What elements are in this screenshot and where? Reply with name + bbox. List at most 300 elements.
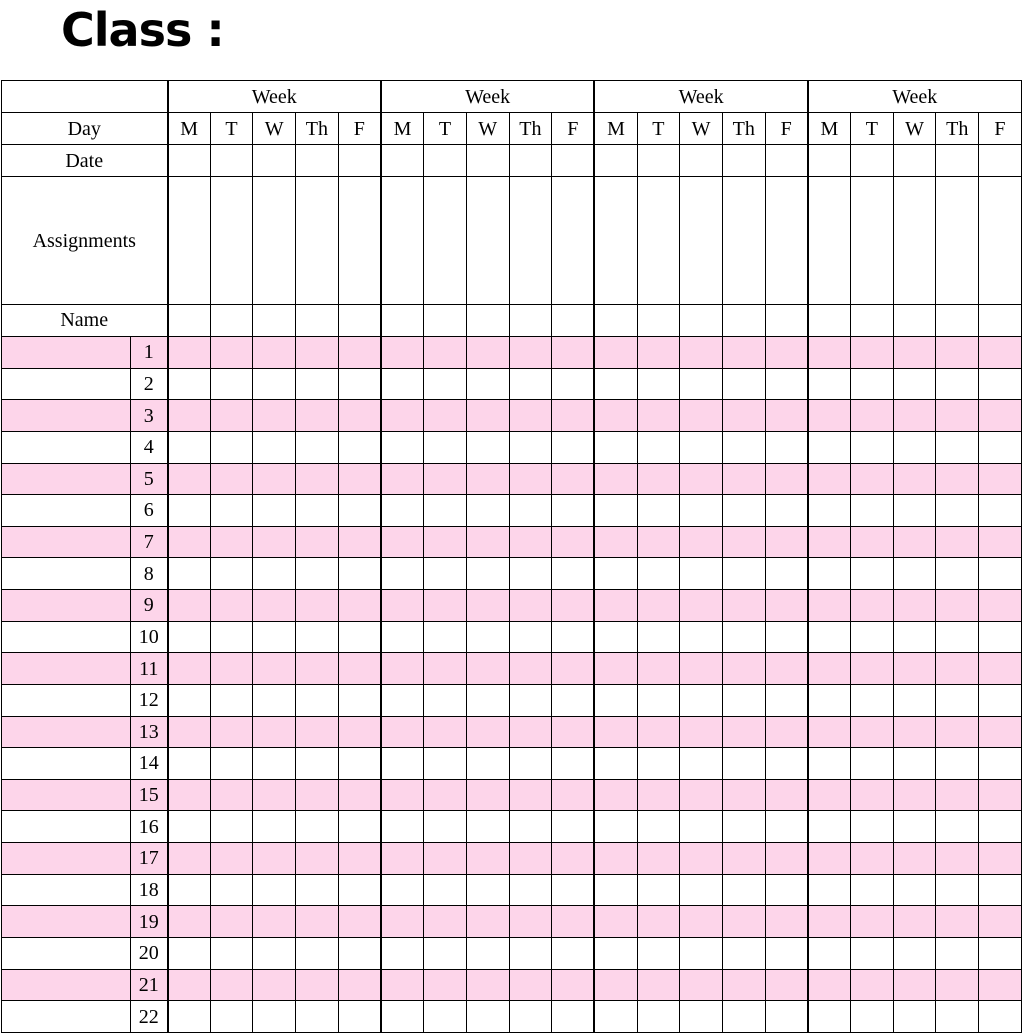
grade-cell-s18-w3-f[interactable] (765, 874, 808, 906)
grade-cell-s19-w4-t[interactable] (851, 906, 894, 938)
name-header-cell-w2-th[interactable] (509, 304, 552, 336)
grade-cell-s15-w2-m[interactable] (381, 779, 424, 811)
grade-cell-s17-w2-th[interactable] (509, 843, 552, 875)
grade-cell-s5-w3-th[interactable] (722, 463, 765, 495)
grade-cell-s5-w2-m[interactable] (381, 463, 424, 495)
grade-cell-s8-w2-th[interactable] (509, 558, 552, 590)
student-name-cell[interactable] (2, 684, 131, 716)
grade-cell-s5-w4-f[interactable] (979, 463, 1022, 495)
grade-cell-s21-w1-m[interactable] (168, 969, 211, 1001)
grade-cell-s7-w2-m[interactable] (381, 526, 424, 558)
grade-cell-s20-w3-w[interactable] (680, 937, 723, 969)
grade-cell-s10-w4-f[interactable] (979, 621, 1022, 653)
grade-cell-s11-w2-m[interactable] (381, 653, 424, 685)
grade-cell-s15-w3-w[interactable] (680, 779, 723, 811)
grade-cell-s16-w4-w[interactable] (893, 811, 936, 843)
grade-cell-s3-w2-m[interactable] (381, 400, 424, 432)
grade-cell-s10-w3-th[interactable] (722, 621, 765, 653)
grade-cell-s19-w3-t[interactable] (637, 906, 680, 938)
grade-cell-s16-w3-t[interactable] (637, 811, 680, 843)
assignment-cell-w2-t[interactable] (424, 177, 467, 305)
grade-cell-s11-w4-w[interactable] (893, 653, 936, 685)
assignment-cell-w3-th[interactable] (722, 177, 765, 305)
grade-cell-s4-w4-w[interactable] (893, 431, 936, 463)
grade-cell-s18-w2-f[interactable] (552, 874, 595, 906)
grade-cell-s17-w3-t[interactable] (637, 843, 680, 875)
grade-cell-s17-w4-t[interactable] (851, 843, 894, 875)
grade-cell-s12-w1-th[interactable] (296, 684, 339, 716)
grade-cell-s17-w1-m[interactable] (168, 843, 211, 875)
assignment-cell-w2-w[interactable] (466, 177, 509, 305)
grade-cell-s13-w2-th[interactable] (509, 716, 552, 748)
name-header-cell-w4-w[interactable] (893, 304, 936, 336)
grade-cell-s7-w4-t[interactable] (851, 526, 894, 558)
date-cell-w3-f[interactable] (765, 145, 808, 177)
name-header-cell-w3-m[interactable] (594, 304, 637, 336)
grade-cell-s4-w4-f[interactable] (979, 431, 1022, 463)
grade-cell-s3-w4-w[interactable] (893, 400, 936, 432)
grade-cell-s8-w4-t[interactable] (851, 558, 894, 590)
grade-cell-s4-w3-th[interactable] (722, 431, 765, 463)
grade-cell-s18-w4-t[interactable] (851, 874, 894, 906)
grade-cell-s15-w3-m[interactable] (594, 779, 637, 811)
grade-cell-s5-w1-f[interactable] (338, 463, 381, 495)
grade-cell-s7-w2-t[interactable] (424, 526, 467, 558)
grade-cell-s9-w2-th[interactable] (509, 590, 552, 622)
grade-cell-s4-w1-f[interactable] (338, 431, 381, 463)
grade-cell-s20-w1-t[interactable] (210, 937, 253, 969)
grade-cell-s14-w4-t[interactable] (851, 748, 894, 780)
grade-cell-s15-w1-w[interactable] (253, 779, 296, 811)
grade-cell-s16-w1-t[interactable] (210, 811, 253, 843)
date-cell-w4-f[interactable] (979, 145, 1022, 177)
grade-cell-s11-w1-th[interactable] (296, 653, 339, 685)
grade-cell-s7-w2-th[interactable] (509, 526, 552, 558)
grade-cell-s22-w4-w[interactable] (893, 1001, 936, 1033)
grade-cell-s12-w4-w[interactable] (893, 684, 936, 716)
grade-cell-s20-w3-f[interactable] (765, 937, 808, 969)
grade-cell-s3-w1-f[interactable] (338, 400, 381, 432)
grade-cell-s18-w4-w[interactable] (893, 874, 936, 906)
student-name-cell[interactable] (2, 843, 131, 875)
grade-cell-s2-w2-w[interactable] (466, 368, 509, 400)
grade-cell-s10-w4-t[interactable] (851, 621, 894, 653)
grade-cell-s17-w3-th[interactable] (722, 843, 765, 875)
grade-cell-s21-w2-w[interactable] (466, 969, 509, 1001)
grade-cell-s3-w3-w[interactable] (680, 400, 723, 432)
grade-cell-s5-w1-m[interactable] (168, 463, 211, 495)
grade-cell-s7-w3-th[interactable] (722, 526, 765, 558)
grade-cell-s8-w3-m[interactable] (594, 558, 637, 590)
grade-cell-s4-w2-m[interactable] (381, 431, 424, 463)
grade-cell-s13-w1-f[interactable] (338, 716, 381, 748)
grade-cell-s1-w4-m[interactable] (808, 337, 851, 369)
grade-cell-s10-w3-f[interactable] (765, 621, 808, 653)
grade-cell-s21-w2-th[interactable] (509, 969, 552, 1001)
grade-cell-s21-w4-w[interactable] (893, 969, 936, 1001)
date-cell-w4-w[interactable] (893, 145, 936, 177)
grade-cell-s5-w3-w[interactable] (680, 463, 723, 495)
grade-cell-s17-w2-w[interactable] (466, 843, 509, 875)
grade-cell-s10-w2-th[interactable] (509, 621, 552, 653)
grade-cell-s4-w4-m[interactable] (808, 431, 851, 463)
grade-cell-s4-w3-f[interactable] (765, 431, 808, 463)
assignment-cell-w1-t[interactable] (210, 177, 253, 305)
grade-cell-s19-w4-th[interactable] (936, 906, 979, 938)
grade-cell-s3-w1-t[interactable] (210, 400, 253, 432)
name-header-cell-w3-w[interactable] (680, 304, 723, 336)
grade-cell-s18-w1-th[interactable] (296, 874, 339, 906)
grade-cell-s22-w3-f[interactable] (765, 1001, 808, 1033)
grade-cell-s1-w3-m[interactable] (594, 337, 637, 369)
grade-cell-s20-w1-f[interactable] (338, 937, 381, 969)
grade-cell-s8-w3-t[interactable] (637, 558, 680, 590)
grade-cell-s11-w2-th[interactable] (509, 653, 552, 685)
grade-cell-s16-w3-th[interactable] (722, 811, 765, 843)
grade-cell-s4-w1-w[interactable] (253, 431, 296, 463)
grade-cell-s5-w4-w[interactable] (893, 463, 936, 495)
grade-cell-s15-w1-t[interactable] (210, 779, 253, 811)
grade-cell-s16-w2-t[interactable] (424, 811, 467, 843)
student-name-cell[interactable] (2, 463, 131, 495)
grade-cell-s13-w2-t[interactable] (424, 716, 467, 748)
grade-cell-s1-w1-t[interactable] (210, 337, 253, 369)
grade-cell-s22-w1-w[interactable] (253, 1001, 296, 1033)
grade-cell-s8-w1-f[interactable] (338, 558, 381, 590)
grade-cell-s4-w2-f[interactable] (552, 431, 595, 463)
grade-cell-s8-w4-m[interactable] (808, 558, 851, 590)
grade-cell-s11-w3-w[interactable] (680, 653, 723, 685)
grade-cell-s5-w4-t[interactable] (851, 463, 894, 495)
grade-cell-s10-w3-m[interactable] (594, 621, 637, 653)
grade-cell-s18-w2-t[interactable] (424, 874, 467, 906)
grade-cell-s5-w3-m[interactable] (594, 463, 637, 495)
grade-cell-s13-w1-t[interactable] (210, 716, 253, 748)
grade-cell-s13-w1-th[interactable] (296, 716, 339, 748)
grade-cell-s13-w2-w[interactable] (466, 716, 509, 748)
grade-cell-s13-w3-m[interactable] (594, 716, 637, 748)
grade-cell-s18-w3-th[interactable] (722, 874, 765, 906)
grade-cell-s8-w3-f[interactable] (765, 558, 808, 590)
grade-cell-s2-w2-th[interactable] (509, 368, 552, 400)
grade-cell-s12-w3-w[interactable] (680, 684, 723, 716)
grade-cell-s9-w4-m[interactable] (808, 590, 851, 622)
grade-cell-s20-w4-t[interactable] (851, 937, 894, 969)
grade-cell-s9-w4-f[interactable] (979, 590, 1022, 622)
grade-cell-s13-w3-w[interactable] (680, 716, 723, 748)
grade-cell-s12-w4-m[interactable] (808, 684, 851, 716)
grade-cell-s22-w1-f[interactable] (338, 1001, 381, 1033)
grade-cell-s3-w2-f[interactable] (552, 400, 595, 432)
grade-cell-s17-w4-th[interactable] (936, 843, 979, 875)
grade-cell-s10-w2-t[interactable] (424, 621, 467, 653)
assignment-cell-w1-th[interactable] (296, 177, 339, 305)
name-header-cell-w2-t[interactable] (424, 304, 467, 336)
date-cell-w2-t[interactable] (424, 145, 467, 177)
grade-cell-s20-w2-f[interactable] (552, 937, 595, 969)
grade-cell-s6-w4-th[interactable] (936, 495, 979, 527)
grade-cell-s2-w1-w[interactable] (253, 368, 296, 400)
student-name-cell[interactable] (2, 874, 131, 906)
grade-cell-s6-w2-t[interactable] (424, 495, 467, 527)
date-cell-w2-m[interactable] (381, 145, 424, 177)
grade-cell-s2-w1-th[interactable] (296, 368, 339, 400)
grade-cell-s6-w2-w[interactable] (466, 495, 509, 527)
grade-cell-s3-w4-f[interactable] (979, 400, 1022, 432)
grade-cell-s4-w2-th[interactable] (509, 431, 552, 463)
grade-cell-s10-w1-t[interactable] (210, 621, 253, 653)
grade-cell-s12-w1-m[interactable] (168, 684, 211, 716)
grade-cell-s16-w3-f[interactable] (765, 811, 808, 843)
grade-cell-s15-w2-th[interactable] (509, 779, 552, 811)
grade-cell-s18-w4-th[interactable] (936, 874, 979, 906)
grade-cell-s19-w3-f[interactable] (765, 906, 808, 938)
grade-cell-s6-w3-w[interactable] (680, 495, 723, 527)
student-name-cell[interactable] (2, 558, 131, 590)
grade-cell-s13-w4-f[interactable] (979, 716, 1022, 748)
assignment-cell-w3-f[interactable] (765, 177, 808, 305)
grade-cell-s14-w1-w[interactable] (253, 748, 296, 780)
grade-cell-s21-w2-f[interactable] (552, 969, 595, 1001)
grade-cell-s21-w4-m[interactable] (808, 969, 851, 1001)
grade-cell-s5-w1-t[interactable] (210, 463, 253, 495)
grade-cell-s15-w4-f[interactable] (979, 779, 1022, 811)
assignment-cell-w3-w[interactable] (680, 177, 723, 305)
grade-cell-s22-w4-m[interactable] (808, 1001, 851, 1033)
grade-cell-s14-w1-m[interactable] (168, 748, 211, 780)
assignment-cell-w4-f[interactable] (979, 177, 1022, 305)
grade-cell-s11-w2-t[interactable] (424, 653, 467, 685)
grade-cell-s4-w4-t[interactable] (851, 431, 894, 463)
grade-cell-s19-w2-th[interactable] (509, 906, 552, 938)
date-cell-w2-w[interactable] (466, 145, 509, 177)
grade-cell-s6-w4-w[interactable] (893, 495, 936, 527)
grade-cell-s13-w4-t[interactable] (851, 716, 894, 748)
student-name-cell[interactable] (2, 937, 131, 969)
grade-cell-s1-w2-th[interactable] (509, 337, 552, 369)
grade-cell-s10-w2-w[interactable] (466, 621, 509, 653)
grade-cell-s8-w1-th[interactable] (296, 558, 339, 590)
grade-cell-s7-w3-m[interactable] (594, 526, 637, 558)
name-header-cell-w4-m[interactable] (808, 304, 851, 336)
grade-cell-s17-w2-m[interactable] (381, 843, 424, 875)
grade-cell-s1-w3-f[interactable] (765, 337, 808, 369)
grade-cell-s14-w3-m[interactable] (594, 748, 637, 780)
name-header-cell-w3-t[interactable] (637, 304, 680, 336)
grade-cell-s22-w1-m[interactable] (168, 1001, 211, 1033)
grade-cell-s8-w3-w[interactable] (680, 558, 723, 590)
grade-cell-s16-w1-m[interactable] (168, 811, 211, 843)
grade-cell-s9-w3-f[interactable] (765, 590, 808, 622)
grade-cell-s22-w1-t[interactable] (210, 1001, 253, 1033)
date-cell-w1-w[interactable] (253, 145, 296, 177)
grade-cell-s14-w4-th[interactable] (936, 748, 979, 780)
assignment-cell-w4-m[interactable] (808, 177, 851, 305)
grade-cell-s15-w3-t[interactable] (637, 779, 680, 811)
grade-cell-s6-w1-th[interactable] (296, 495, 339, 527)
grade-cell-s9-w3-m[interactable] (594, 590, 637, 622)
grade-cell-s1-w1-w[interactable] (253, 337, 296, 369)
grade-cell-s8-w3-th[interactable] (722, 558, 765, 590)
student-name-cell[interactable] (2, 969, 131, 1001)
grade-cell-s3-w2-w[interactable] (466, 400, 509, 432)
grade-cell-s21-w3-w[interactable] (680, 969, 723, 1001)
student-name-cell[interactable] (2, 431, 131, 463)
grade-cell-s11-w4-t[interactable] (851, 653, 894, 685)
assignment-cell-w4-t[interactable] (851, 177, 894, 305)
name-header-cell-w1-t[interactable] (210, 304, 253, 336)
grade-cell-s15-w4-th[interactable] (936, 779, 979, 811)
grade-cell-s14-w4-f[interactable] (979, 748, 1022, 780)
grade-cell-s22-w4-f[interactable] (979, 1001, 1022, 1033)
grade-cell-s1-w2-f[interactable] (552, 337, 595, 369)
date-cell-w2-th[interactable] (509, 145, 552, 177)
grade-cell-s9-w3-w[interactable] (680, 590, 723, 622)
grade-cell-s4-w1-m[interactable] (168, 431, 211, 463)
grade-cell-s17-w1-f[interactable] (338, 843, 381, 875)
grade-cell-s1-w3-t[interactable] (637, 337, 680, 369)
grade-cell-s3-w2-th[interactable] (509, 400, 552, 432)
grade-cell-s16-w3-m[interactable] (594, 811, 637, 843)
grade-cell-s9-w4-w[interactable] (893, 590, 936, 622)
grade-cell-s20-w4-m[interactable] (808, 937, 851, 969)
grade-cell-s3-w3-f[interactable] (765, 400, 808, 432)
grade-cell-s10-w2-f[interactable] (552, 621, 595, 653)
grade-cell-s22-w2-m[interactable] (381, 1001, 424, 1033)
grade-cell-s20-w1-w[interactable] (253, 937, 296, 969)
grade-cell-s3-w3-th[interactable] (722, 400, 765, 432)
grade-cell-s22-w4-th[interactable] (936, 1001, 979, 1033)
grade-cell-s13-w2-f[interactable] (552, 716, 595, 748)
grade-cell-s22-w1-th[interactable] (296, 1001, 339, 1033)
grade-cell-s8-w4-w[interactable] (893, 558, 936, 590)
student-name-cell[interactable] (2, 779, 131, 811)
assignment-cell-w3-t[interactable] (637, 177, 680, 305)
grade-cell-s10-w3-t[interactable] (637, 621, 680, 653)
grade-cell-s11-w1-f[interactable] (338, 653, 381, 685)
grade-cell-s22-w3-m[interactable] (594, 1001, 637, 1033)
grade-cell-s8-w2-t[interactable] (424, 558, 467, 590)
grade-cell-s9-w1-th[interactable] (296, 590, 339, 622)
grade-cell-s5-w2-t[interactable] (424, 463, 467, 495)
grade-cell-s1-w2-w[interactable] (466, 337, 509, 369)
grade-cell-s6-w2-f[interactable] (552, 495, 595, 527)
grade-cell-s14-w1-t[interactable] (210, 748, 253, 780)
grade-cell-s12-w2-w[interactable] (466, 684, 509, 716)
date-cell-w3-w[interactable] (680, 145, 723, 177)
student-name-cell[interactable] (2, 495, 131, 527)
grade-cell-s2-w4-w[interactable] (893, 368, 936, 400)
grade-cell-s2-w1-t[interactable] (210, 368, 253, 400)
grade-cell-s20-w3-th[interactable] (722, 937, 765, 969)
grade-cell-s8-w1-w[interactable] (253, 558, 296, 590)
grade-cell-s3-w2-t[interactable] (424, 400, 467, 432)
name-header-cell-w3-th[interactable] (722, 304, 765, 336)
grade-cell-s17-w1-t[interactable] (210, 843, 253, 875)
grade-cell-s9-w2-m[interactable] (381, 590, 424, 622)
grade-cell-s2-w1-m[interactable] (168, 368, 211, 400)
grade-cell-s11-w3-f[interactable] (765, 653, 808, 685)
grade-cell-s12-w4-t[interactable] (851, 684, 894, 716)
date-cell-w2-f[interactable] (552, 145, 595, 177)
grade-cell-s7-w2-f[interactable] (552, 526, 595, 558)
grade-cell-s15-w1-th[interactable] (296, 779, 339, 811)
student-name-cell[interactable] (2, 590, 131, 622)
grade-cell-s20-w2-w[interactable] (466, 937, 509, 969)
grade-cell-s12-w3-m[interactable] (594, 684, 637, 716)
grade-cell-s13-w4-th[interactable] (936, 716, 979, 748)
grade-cell-s22-w2-t[interactable] (424, 1001, 467, 1033)
grade-cell-s14-w2-th[interactable] (509, 748, 552, 780)
grade-cell-s21-w4-t[interactable] (851, 969, 894, 1001)
grade-cell-s13-w2-m[interactable] (381, 716, 424, 748)
grade-cell-s13-w3-th[interactable] (722, 716, 765, 748)
grade-cell-s9-w4-t[interactable] (851, 590, 894, 622)
name-header-cell-w2-w[interactable] (466, 304, 509, 336)
grade-cell-s7-w3-f[interactable] (765, 526, 808, 558)
grade-cell-s4-w3-m[interactable] (594, 431, 637, 463)
grade-cell-s6-w3-t[interactable] (637, 495, 680, 527)
grade-cell-s10-w1-th[interactable] (296, 621, 339, 653)
grade-cell-s4-w2-t[interactable] (424, 431, 467, 463)
assignment-cell-w2-m[interactable] (381, 177, 424, 305)
grade-cell-s18-w2-th[interactable] (509, 874, 552, 906)
grade-cell-s19-w1-f[interactable] (338, 906, 381, 938)
grade-cell-s17-w1-w[interactable] (253, 843, 296, 875)
grade-cell-s16-w2-f[interactable] (552, 811, 595, 843)
grade-cell-s17-w3-w[interactable] (680, 843, 723, 875)
grade-cell-s21-w1-t[interactable] (210, 969, 253, 1001)
grade-cell-s9-w1-t[interactable] (210, 590, 253, 622)
grade-cell-s7-w3-t[interactable] (637, 526, 680, 558)
grade-cell-s10-w4-m[interactable] (808, 621, 851, 653)
grade-cell-s15-w2-w[interactable] (466, 779, 509, 811)
grade-cell-s13-w3-t[interactable] (637, 716, 680, 748)
grade-cell-s18-w4-m[interactable] (808, 874, 851, 906)
grade-cell-s15-w2-t[interactable] (424, 779, 467, 811)
grade-cell-s12-w4-th[interactable] (936, 684, 979, 716)
grade-cell-s11-w1-t[interactable] (210, 653, 253, 685)
grade-cell-s9-w4-th[interactable] (936, 590, 979, 622)
grade-cell-s7-w1-th[interactable] (296, 526, 339, 558)
grade-cell-s17-w4-f[interactable] (979, 843, 1022, 875)
grade-cell-s16-w4-f[interactable] (979, 811, 1022, 843)
grade-cell-s11-w4-m[interactable] (808, 653, 851, 685)
grade-cell-s8-w1-t[interactable] (210, 558, 253, 590)
grade-cell-s14-w3-w[interactable] (680, 748, 723, 780)
grade-cell-s14-w2-w[interactable] (466, 748, 509, 780)
grade-cell-s3-w3-m[interactable] (594, 400, 637, 432)
grade-cell-s9-w3-t[interactable] (637, 590, 680, 622)
grade-cell-s15-w1-m[interactable] (168, 779, 211, 811)
grade-cell-s14-w4-w[interactable] (893, 748, 936, 780)
grade-cell-s10-w1-f[interactable] (338, 621, 381, 653)
date-cell-w4-m[interactable] (808, 145, 851, 177)
grade-cell-s19-w2-w[interactable] (466, 906, 509, 938)
name-header-cell-w1-th[interactable] (296, 304, 339, 336)
grade-cell-s22-w2-w[interactable] (466, 1001, 509, 1033)
grade-cell-s12-w2-f[interactable] (552, 684, 595, 716)
grade-cell-s20-w3-t[interactable] (637, 937, 680, 969)
grade-cell-s20-w4-w[interactable] (893, 937, 936, 969)
grade-cell-s7-w4-w[interactable] (893, 526, 936, 558)
grade-cell-s4-w4-th[interactable] (936, 431, 979, 463)
grade-cell-s12-w2-t[interactable] (424, 684, 467, 716)
grade-cell-s16-w4-th[interactable] (936, 811, 979, 843)
grade-cell-s19-w2-m[interactable] (381, 906, 424, 938)
grade-cell-s15-w2-f[interactable] (552, 779, 595, 811)
grade-cell-s18-w3-t[interactable] (637, 874, 680, 906)
